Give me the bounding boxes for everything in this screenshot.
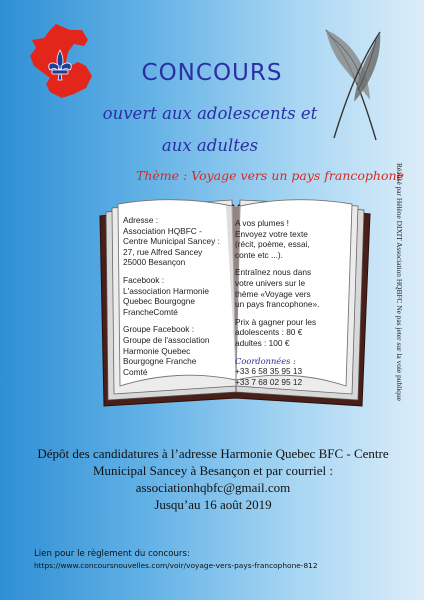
address-line: 25000 Besançon xyxy=(123,257,186,268)
phone-number: +33 6 58 35 95 13 xyxy=(235,366,303,377)
book-left-page-text xyxy=(123,215,223,385)
subtitle-line-1: ouvert aux adolescents et xyxy=(102,104,318,123)
contact-email[interactable]: associationhqbfc@gmail.com xyxy=(135,480,291,496)
phone-number: +33 7 68 02 95 12 xyxy=(235,376,303,387)
invite-line: un pays francophone». xyxy=(235,299,320,310)
intro-line: A vos plumes ! xyxy=(235,218,289,228)
page-title: CONCOURS xyxy=(141,60,283,86)
theme-text: Thème : Voyage vers un pays francophone xyxy=(136,168,404,183)
prize-line: Prix à gagner pour les xyxy=(235,316,317,327)
facebook-block xyxy=(123,275,223,317)
prize-line: adultes : 100 € xyxy=(235,338,290,349)
address-block xyxy=(123,215,223,268)
contact-block xyxy=(235,356,327,388)
group-line: Harmonie Quebec xyxy=(123,345,191,356)
group-line: Bourgogne Franche xyxy=(123,356,197,367)
intro-line: (récit, poème, essai, xyxy=(235,239,310,250)
deposit-line-1: Dépôt des candidatures à l’adresse Harmonie Quebec BFC - Centre xyxy=(37,446,389,461)
deposit-line-2: Municipal Sancey à Besançon et par courriel : xyxy=(92,463,334,479)
group-line: Comté xyxy=(123,366,148,377)
invite-line: votre univers sur le xyxy=(235,278,306,289)
prize-line: adolescents : 80 € xyxy=(235,327,303,338)
intro-line: conte etc ...). xyxy=(235,249,283,260)
rules-link[interactable]: https://www.concoursnouvelles.com/voir/voyage-vers-pays-francophone-812 xyxy=(34,561,318,570)
facebook-line: Facebook : xyxy=(123,275,165,286)
facebook-line: Quebec Bourgogne xyxy=(123,296,195,307)
invite-line: thème «Voyage vers xyxy=(235,288,311,299)
group-line: Groupe de l'association xyxy=(123,335,210,346)
facebook-line: L'association Harmonie xyxy=(123,285,209,296)
facebook-line: FrancheComté xyxy=(123,306,178,317)
facebook-group-block xyxy=(123,324,223,377)
address-line: Centre Municipal Sancey : xyxy=(123,236,220,247)
deadline-text: Jusqu’au 16 août 2019 xyxy=(154,497,272,513)
intro-block xyxy=(235,218,327,260)
address-line: Adresse : xyxy=(123,215,159,225)
submission-info xyxy=(28,445,398,514)
address-line: 27, rue Alfred Sancey xyxy=(123,246,203,257)
subtitle-line-2: aux adultes xyxy=(161,136,259,155)
prize-block xyxy=(235,317,327,349)
invite-line: Entraînez nous dans xyxy=(235,267,312,278)
side-credit-note: Réalisé par Hélène DIXIT Association HQBFC Ne pas jeter sur la voie publique xyxy=(395,163,404,401)
contact-title: Coordonnées : xyxy=(235,355,296,366)
rules-label: Lien pour le règlement du concours: xyxy=(34,549,190,559)
group-line: Groupe Facebook : xyxy=(123,324,195,335)
invite-block xyxy=(235,267,327,309)
book-right-page-text xyxy=(235,218,327,395)
intro-line: Envoyez votre texte xyxy=(235,228,308,239)
address-line: Association HQBFC - xyxy=(123,225,202,236)
